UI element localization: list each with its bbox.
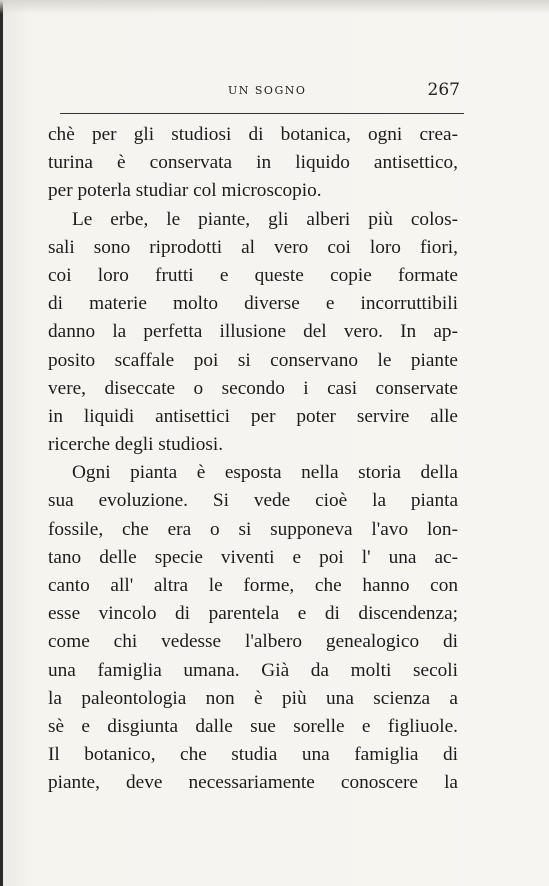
text-line: come chi vedesse l'albero genealogico di xyxy=(48,631,458,653)
top-shadow xyxy=(0,0,549,14)
text-line: la paleontologia non è più una scienza a xyxy=(48,687,458,709)
text-line: coi loro frutti e queste copie formate xyxy=(48,264,458,286)
body-text xyxy=(48,121,458,798)
text-line: sua evoluzione. Si vede cioè la pianta xyxy=(48,490,458,512)
text-line: di materie molto diverse e incorruttibili xyxy=(48,293,458,315)
text-line: per poterla studiar col microscopio. xyxy=(48,180,322,202)
text-line: Il botanico, che studia una famiglia di xyxy=(48,744,458,766)
text-line: esse vincolo di parentela e di discendenza; xyxy=(48,603,458,625)
running-title: UN SOGNO xyxy=(228,84,307,97)
text-line: Le erbe, le piante, gli alberi più colos- xyxy=(72,208,458,230)
text-line: vere, diseccate o secondo i casi conservate xyxy=(48,377,458,399)
text-line: canto all' altra le forme, che hanno con xyxy=(48,575,458,596)
text-line: una famiglia umana. Già da molti secoli xyxy=(48,659,458,681)
text-line: danno la perfetta illusione del vero. In ap- xyxy=(48,321,458,343)
text-line: posito scaffale poi si conservano le piante xyxy=(48,349,458,371)
text-line: ricerche degli studiosi. xyxy=(48,434,224,456)
page-number: 267 xyxy=(427,80,460,100)
running-head xyxy=(60,82,460,102)
text-line: sè e disgiunta dalle sue sorelle e figliuole. xyxy=(48,715,458,737)
text-line: Ogni pianta è esposta nella storia della xyxy=(72,462,458,484)
text-line: turina è conservata in liquido antisettico, xyxy=(48,152,458,174)
binding-edge xyxy=(0,0,3,886)
text-line: fossile, che era o si supponeva l'avo lon- xyxy=(48,518,458,540)
header-rule xyxy=(60,113,464,114)
text-line: piante, deve necessariamente conoscere la xyxy=(48,772,458,794)
text-line: sali sono riprodotti al vero coi loro fiori, xyxy=(48,236,458,258)
text-line: in liquidi antisettici per poter servire alle xyxy=(48,405,458,427)
text-line: chè per gli studiosi di botanica, ogni crea- xyxy=(48,124,458,145)
text-line: tano delle specie viventi e poi l' una ac- xyxy=(48,546,458,568)
